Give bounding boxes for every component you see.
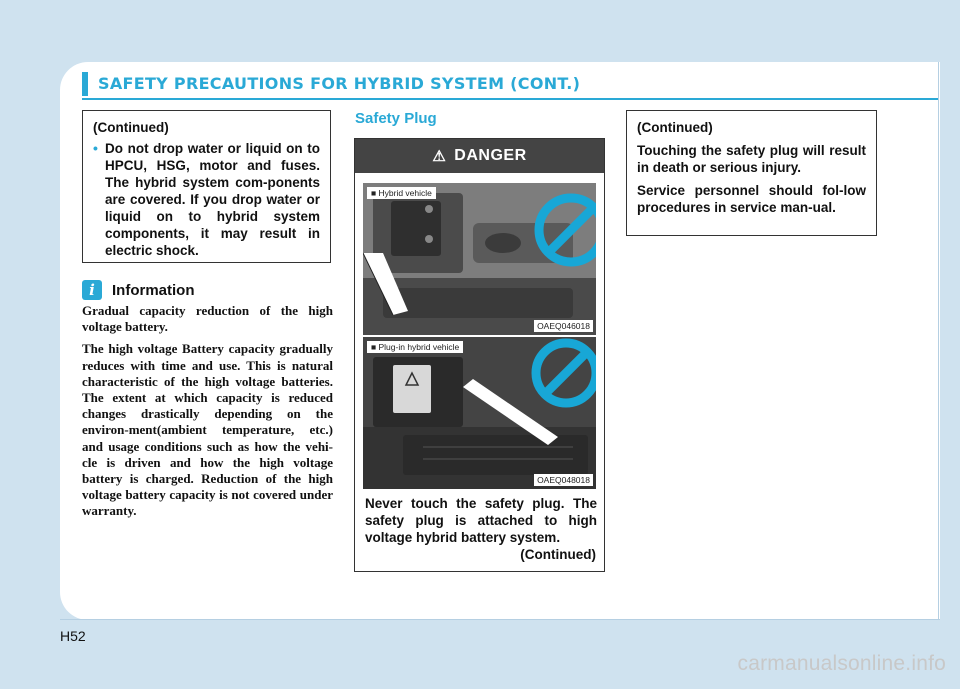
information-body <box>82 303 333 526</box>
danger-label: DANGER <box>454 147 527 164</box>
continued-label: (Continued) <box>637 120 713 135</box>
header-accent-bar <box>82 72 88 96</box>
photo-label: ■ Plug-in hybrid vehicle <box>367 341 463 353</box>
warning-paragraph: Touching the safety plug will result in death or serious injury. <box>637 143 866 175</box>
danger-box <box>354 138 605 572</box>
continued-label: (Continued) <box>520 547 596 562</box>
bullet-icon: • <box>93 140 98 156</box>
safety-plug-title: Safety Plug <box>355 110 437 127</box>
margin-guide-horizontal <box>60 619 940 620</box>
hybrid-vehicle-photo <box>363 183 596 335</box>
continued-warning-box <box>626 110 877 236</box>
information-title: Information <box>112 281 195 299</box>
photo-code: OAEQ048018 <box>534 474 593 486</box>
warning-box <box>82 110 331 263</box>
continued-label: (Continued) <box>93 120 169 135</box>
plug-in-hybrid-vehicle-photo <box>363 337 596 489</box>
warning-text: Do not drop water or liquid on to HPCU, HSG, motor and fuses. The hybrid system com-ponents are covered. If you drop water or liquid on to hybrid system components, it may result in electric shock. <box>105 141 320 258</box>
header-underline <box>82 98 938 100</box>
information-paragraph: The high voltage Battery capacity gradually reduces with time and use. This is natural characteristic of the high voltage batteries. The extent at which capacity is reduced changes drastically depending on the environ-ment(ambient temperature, etc.) and usage conditions such as how the vehi-cle is driven and how the high voltage battery is charged. Reduction of the high voltage battery capacity is not covered under warranty. <box>82 341 333 519</box>
danger-text: Never touch the safety plug. The safety plug is attached to high voltage hybrid battery system. <box>365 496 597 545</box>
section-title: SAFETY PRECAUTIONS FOR HYBRID SYSTEM (CONT.) <box>98 74 581 93</box>
photo-label: ■ Hybrid vehicle <box>367 187 436 199</box>
information-heading <box>82 280 195 300</box>
bullet-item <box>93 140 320 259</box>
margin-guide-vertical <box>938 62 939 620</box>
page-number: H52 <box>60 628 86 644</box>
plug-in-photo-illustration <box>363 337 596 489</box>
information-paragraph: Gradual capacity reduction of the high voltage battery. <box>82 303 333 335</box>
hybrid-photo-illustration <box>363 183 596 335</box>
danger-header <box>355 139 604 173</box>
warning-triangle-icon: ⚠ <box>432 148 447 165</box>
watermark: carmanualsonline.info <box>737 652 946 675</box>
photo-code: OAEQ046018 <box>534 320 593 332</box>
info-icon: i <box>82 280 102 300</box>
warning-paragraph: Service personnel should fol-low procedures in service man-ual. <box>637 183 866 215</box>
